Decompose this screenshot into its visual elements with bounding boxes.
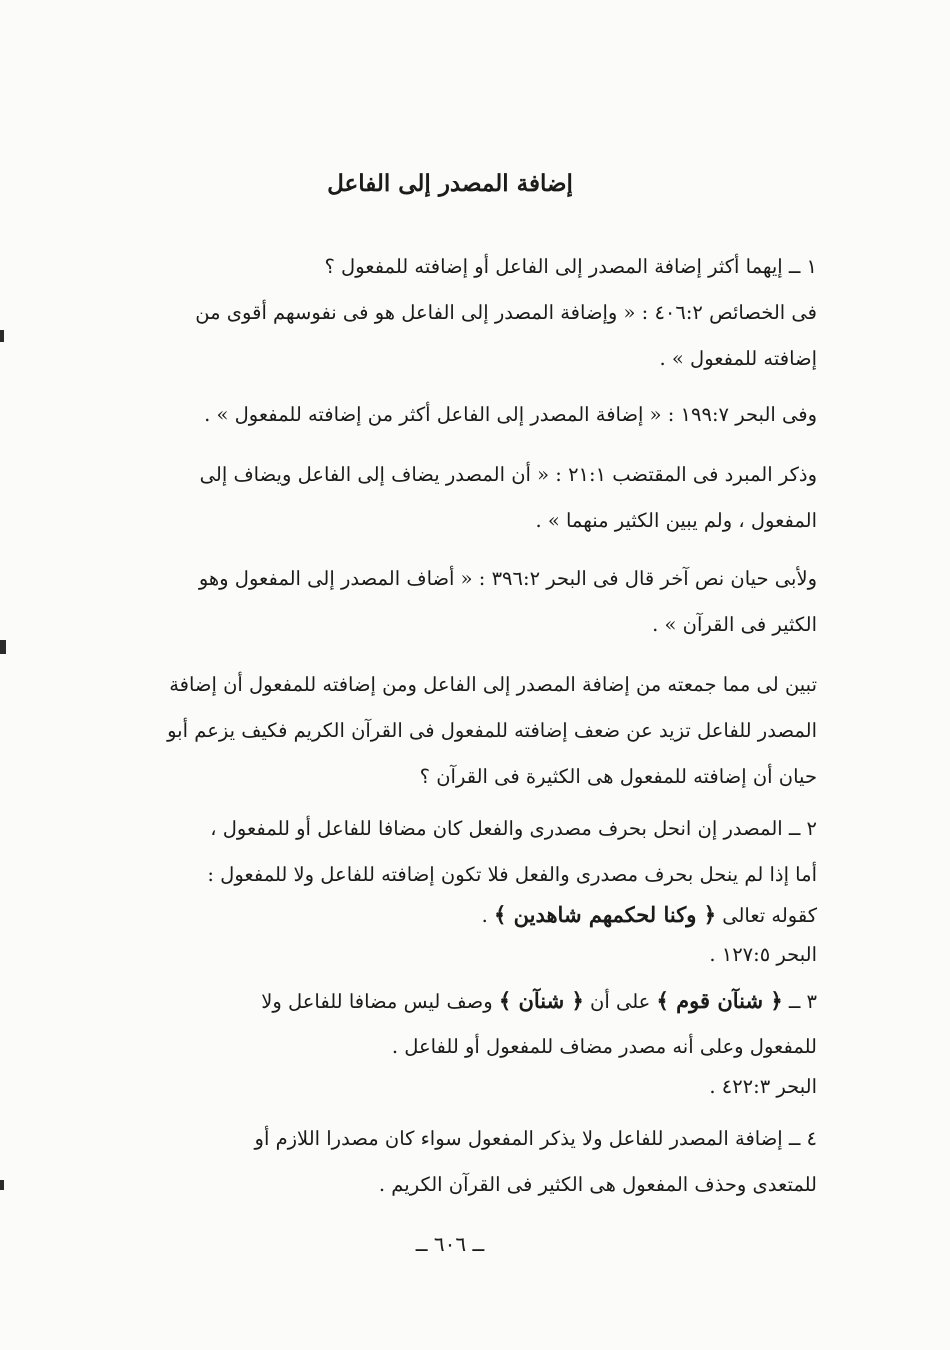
reference-line: البحر ٤٢٢:٣ . xyxy=(709,1075,817,1098)
text-line: للمفعول وعلى أنه مصدر مضاف للمفعول أو للفاعل . xyxy=(391,1035,817,1058)
text-line: إضافته للمفعول » . xyxy=(659,347,817,370)
reference-line: البحر ١٢٧:٥ . xyxy=(709,943,817,966)
quran-quote: ﴿ وكنا لحكمهم شاهدين ﴾ xyxy=(494,902,716,927)
scan-margin-mark xyxy=(0,640,6,654)
text-line-with-quran-quote xyxy=(80,978,817,1025)
page-number: ــ ٦٠٦ ــ xyxy=(415,1232,485,1256)
page-title: إضافة المصدر إلى الفاعل xyxy=(327,170,573,197)
quran-quote: ﴿ شنآن ﴾ xyxy=(498,988,584,1013)
text-line: ١ ــ إيهما أكثر إضافة المصدر إلى الفاعل أو إضافته للمفعول ؟ xyxy=(324,255,817,278)
text-fragment: كقوله تعالى xyxy=(722,904,817,927)
text-line: المفعول ، ولم يبين الكثير منهما » . xyxy=(535,509,817,532)
scan-margin-mark xyxy=(0,1180,4,1190)
text-line: ٢ ــ المصدر إن انحل بحرف مصدرى والفعل كان مضافا للفاعل أو للمفعول ، xyxy=(210,817,817,840)
text-fragment: وصف ليس مضافا للفاعل ولا xyxy=(261,990,493,1013)
text-line: وذكر المبرد فى المقتضب ٢١:١ : « أن المصدر يضاف إلى الفاعل ويضاف إلى xyxy=(199,463,817,486)
text-line: الكثير فى القرآن » . xyxy=(652,613,817,636)
scan-margin-mark xyxy=(0,330,4,342)
text-line: ٤ ــ إضافة المصدر للفاعل ولا يذكر المفعول سواء كان مصدرا اللازم أو xyxy=(254,1127,817,1150)
text-line: تبين لى مما جمعته من إضافة المصدر إلى الفاعل ومن إضافته للمفعول أن إضافة xyxy=(169,673,817,696)
text-line: أما إذا لم ينحل بحرف مصدرى والفعل فلا تكون إضافته للفاعل ولا للمفعول : xyxy=(207,863,817,886)
text-line: فى الخصائص ٤٠٦:٢ : « وإضافة المصدر إلى الفاعل هو فى نفوسهم أقوى من xyxy=(195,301,817,324)
text-line: للمتعدى وحذف المفعول هى الكثير فى القرآن الكريم . xyxy=(378,1173,817,1196)
text-line: ولأبى حيان نص آخر قال فى البحر ٣٩٦:٢ : « أضاف المصدر إلى المفعول وهو xyxy=(198,567,817,590)
text-fragment: ٣ ــ xyxy=(788,990,817,1013)
text-line: المصدر للفاعل تزيد عن ضعف إضافته للمفعول فى القرآن الكريم فكيف يزعم أبو xyxy=(167,719,817,742)
text-fragment: . xyxy=(481,904,488,927)
text-line: حيان أن إضافته للمفعول هى الكثيرة فى القرآن ؟ xyxy=(419,765,817,788)
quran-quote: ﴿ شنآن قوم ﴾ xyxy=(656,988,783,1013)
text-fragment: على أن xyxy=(583,990,651,1013)
text-line: وفى البحر ١٩٩:٧ : « إضافة المصدر إلى الفاعل أكثر من إضافته للمفعول » . xyxy=(204,403,817,426)
